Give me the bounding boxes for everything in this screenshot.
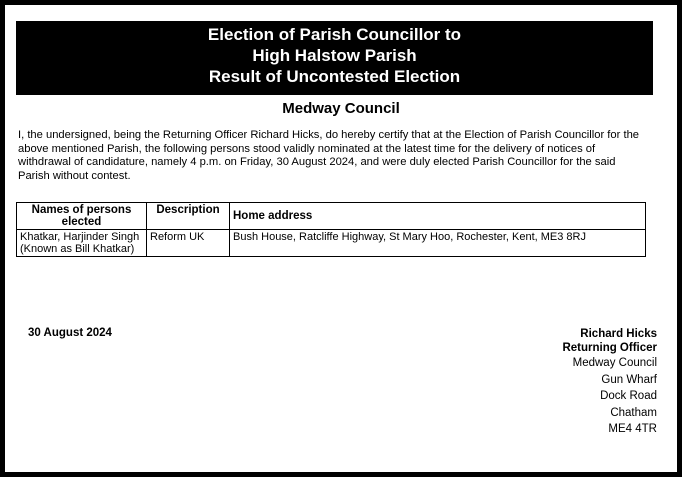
signatory-title: Returning Officer	[562, 342, 657, 354]
address-line: Gun Wharf	[601, 373, 657, 386]
candidate-description: Reform UK	[147, 230, 230, 257]
table-header-row	[17, 203, 646, 230]
address-line: Medway Council	[572, 357, 657, 369]
address-line: Dock Road	[600, 390, 657, 402]
header-description: Description	[147, 203, 230, 230]
signatory-name: Richard Hicks	[580, 328, 657, 340]
title-line-2: High Halstow Parish	[252, 46, 417, 65]
notice-date: 30 August 2024	[28, 327, 112, 339]
candidate-name-cell	[17, 230, 147, 257]
table-row	[17, 230, 646, 257]
title-banner	[16, 21, 653, 95]
title-line-1: Election of Parish Councillor to	[207, 25, 462, 44]
candidate-name: Khatkar, Harjinder Singh	[20, 231, 140, 243]
title-line-3: Result of Uncontested Election	[208, 67, 461, 86]
address-line: ME4 4TR	[608, 423, 657, 435]
candidate-alias: (Known as Bill Khatkar)	[20, 243, 135, 255]
notice-page	[5, 5, 677, 472]
header-names: Names of persons elected	[17, 203, 147, 230]
certification-text: I, the undersigned, being the Returning Officer Richard Hicks, do hereby certify that at the Election of Parish Councillor for the above mentioned Parish, the following persons stood validly nominated at the latest time for the delivery of notices of withdrawal of candidature, namely 4 p.m. on Friday, 30 August 2024, and were duly elected Parish Councillor for the said Parish without contest.	[18, 129, 640, 182]
address-line: Chatham	[610, 406, 657, 419]
header-address: Home address	[230, 203, 646, 230]
council-name: Medway Council	[282, 100, 400, 117]
results-table	[16, 202, 646, 257]
signature-block	[562, 327, 657, 438]
candidate-address: Bush House, Ratcliffe Highway, St Mary Hoo, Rochester, Kent, ME3 8RJ	[230, 230, 646, 257]
